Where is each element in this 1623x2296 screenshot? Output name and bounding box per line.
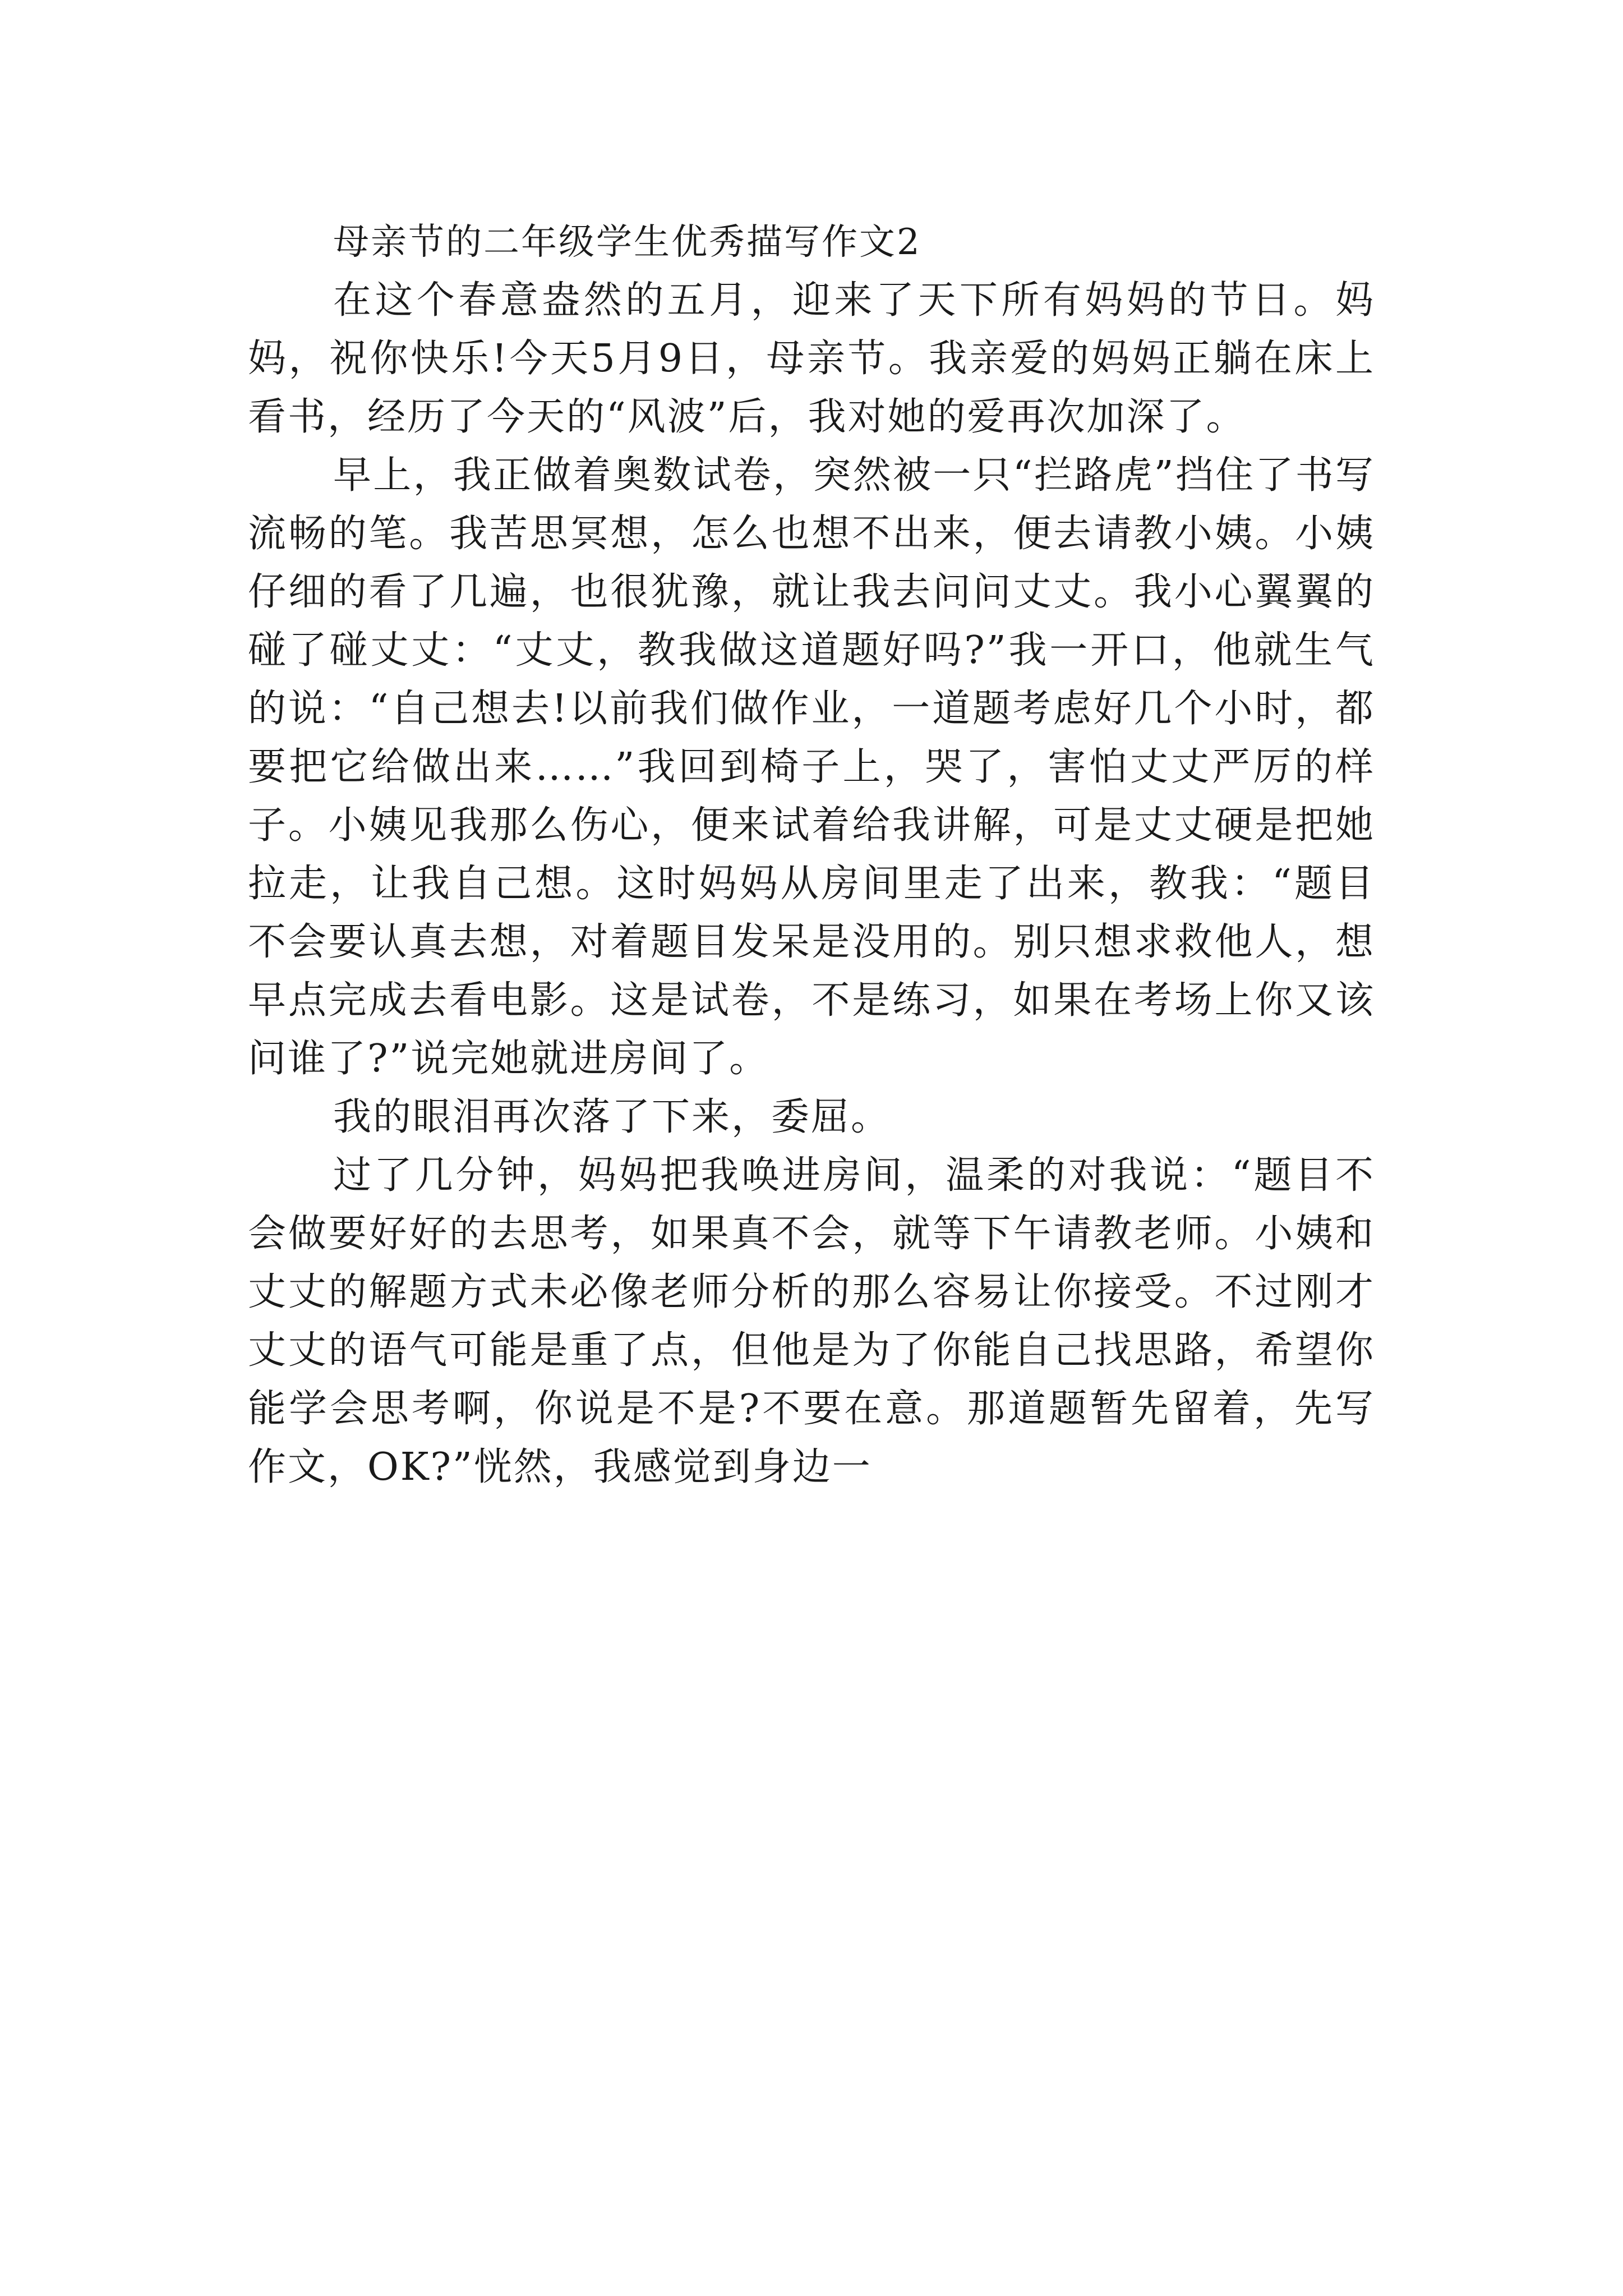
document-title: 母亲节的二年级学生优秀描写作文2: [333, 222, 921, 263]
paragraph: 早上，我正做着奥数试卷，突然被一只“拦路虎”挡住了书写流畅的笔。我苦思冥想，怎么也想不出来，便去请教小姨。小姨仔细的看了几遍，也很犹豫，就让我去问问丈丈。我小心翼翼的碰了碰丈丈：“丈丈，教我做这道题好吗?”我一开口，他就生气的说：“自己想去!以前我们做作业，一道题考虑好几个小时，都要把它给做出来……”我回到椅子上，哭了，害怕丈丈严厉的样子。小姨见我那么伤心，便来试着给我讲解，可是丈丈硬是把她拉走，让我自己想。这时妈妈从房间里走了出来，教我：“题目不会要认真去想，对着题目发呆是没用的。别只想求救他人，想早点完成去看电影。这是试卷，不是练习，如果在考场上你又该问谁了?”说完她就进房间了。: [248, 453, 1375, 1081]
document-body: [248, 213, 1375, 1497]
paragraph: 我的眼泪再次落了下来，委屈。: [333, 1095, 891, 1139]
paragraph: 在这个春意盎然的五月，迎来了天下所有妈妈的节日。妈妈，祝你快乐!今天5月9日，母亲节。我亲爱的妈妈正躺在床上看书，经历了今天的“风波”后，我对她的爱再次加深了。: [248, 278, 1375, 439]
paragraph: 过了几分钟，妈妈把我唤进房间，温柔的对我说：“题目不会做要好好的去思考，如果真不会，就等下午请教老师。小姨和丈丈的解题方式未必像老师分析的那么容易让你接受。不过刚才丈丈的语气可能是重了点，但他是为了你能自己找思路，希望你能学会思考啊，你说是不是?不要在意。那道题暂先留着，先写作文，OK?”恍然，我感觉到身边一: [248, 1153, 1375, 1489]
